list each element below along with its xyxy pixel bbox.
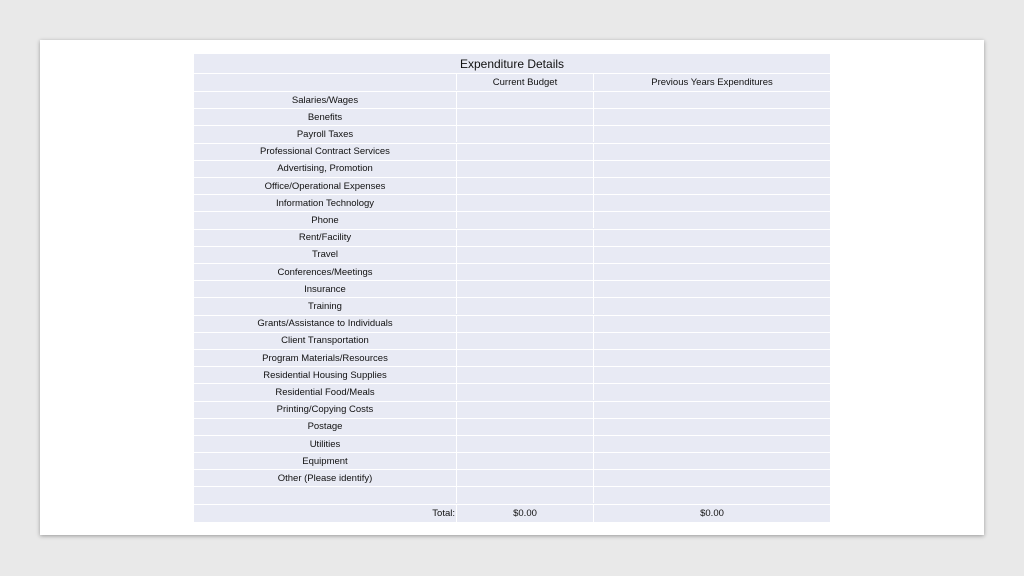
total-current-budget: $0.00 [456,505,593,522]
current-budget-cell[interactable] [456,247,593,263]
current-budget-cell[interactable] [456,144,593,160]
current-budget-cell[interactable] [456,212,593,228]
previous-years-cell[interactable] [593,109,830,125]
previous-years-cell[interactable] [593,298,830,314]
previous-years-cell[interactable] [593,333,830,349]
previous-years-cell[interactable] [593,212,830,228]
previous-years-cell[interactable] [593,144,830,160]
slide [40,40,984,535]
total-previous-years: $0.00 [593,505,830,522]
expense-category-label: Printing/Copying Costs [276,404,374,416]
blank-previous-cell[interactable] [593,487,830,503]
expense-category-label: Other (Please identify) [277,472,373,484]
table-row [194,263,830,280]
previous-years-cell[interactable] [593,264,830,280]
table-row [194,366,830,383]
expense-category-label: Phone [311,214,339,226]
current-budget-cell[interactable] [456,453,593,469]
current-budget-cell[interactable] [456,402,593,418]
table-row [194,383,830,400]
expense-category-label: Office/Operational Expenses [264,180,386,192]
table-row [194,177,830,194]
current-budget-cell[interactable] [456,298,593,314]
table-row [194,452,830,469]
expense-category-label: Training [308,300,342,312]
previous-years-cell[interactable] [593,384,830,400]
table-row [194,160,830,177]
expense-category-label: Conferences/Meetings [277,266,373,278]
expense-category-label: Utilities [309,438,341,450]
table-row [194,143,830,160]
current-budget-cell[interactable] [456,316,593,332]
current-budget-cell[interactable] [456,264,593,280]
current-budget-cell[interactable] [456,126,593,142]
table-row [194,125,830,142]
current-budget-cell[interactable] [456,419,593,435]
previous-years-cell[interactable] [593,92,830,108]
previous-years-cell[interactable] [593,126,830,142]
expense-category-label: Information Technology [275,197,375,209]
current-budget-cell[interactable] [456,350,593,366]
current-budget-cell[interactable] [456,436,593,452]
current-budget-cell[interactable] [456,161,593,177]
current-budget-cell[interactable] [456,281,593,297]
table-row-blank [194,486,830,503]
table-row [194,91,830,108]
header-label-cell [194,74,456,90]
expense-category-label: Postage [307,421,343,433]
table-total-row [194,504,830,522]
table-row [194,194,830,211]
previous-years-cell[interactable] [593,453,830,469]
expense-category-label: Benefits [307,111,343,123]
previous-years-cell[interactable] [593,178,830,194]
current-budget-cell[interactable] [456,230,593,246]
previous-years-cell[interactable] [593,367,830,383]
blank-label-cell [194,487,456,503]
header-current-budget: Current Budget [456,74,593,90]
expense-category-label: Equipment [302,455,348,467]
table-row [194,229,830,246]
table-title: Expenditure Details [459,56,565,71]
table-header-row [194,73,830,90]
expense-category-label: Professional Contract Services [260,146,390,158]
table-row [194,418,830,435]
table-row [194,435,830,452]
current-budget-cell[interactable] [456,384,593,400]
current-budget-cell[interactable] [456,333,593,349]
expense-category-label: Grants/Assistance to Individuals [257,318,393,330]
expenditure-table [194,54,830,522]
current-budget-cell[interactable] [456,109,593,125]
blank-current-cell[interactable] [456,487,593,503]
previous-years-cell[interactable] [593,316,830,332]
previous-years-cell[interactable] [593,161,830,177]
current-budget-cell[interactable] [456,367,593,383]
previous-years-cell[interactable] [593,281,830,297]
expense-category-label: Advertising, Promotion [277,163,373,175]
table-row [194,280,830,297]
previous-years-cell[interactable] [593,436,830,452]
previous-years-cell[interactable] [593,350,830,366]
table-row [194,211,830,228]
expense-category-label: Residential Housing Supplies [263,369,387,381]
table-row [194,246,830,263]
previous-years-cell[interactable] [593,419,830,435]
previous-years-cell[interactable] [593,247,830,263]
previous-years-cell[interactable] [593,470,830,486]
expense-category-label: Salaries/Wages [291,94,359,106]
previous-years-cell[interactable] [593,195,830,211]
previous-years-cell[interactable] [593,230,830,246]
table-row [194,297,830,314]
current-budget-cell[interactable] [456,92,593,108]
expense-category-label: Travel [311,249,339,261]
expense-category-label: Program Materials/Resources [262,352,388,364]
table-row [194,315,830,332]
table-row [194,349,830,366]
current-budget-cell[interactable] [456,195,593,211]
current-budget-cell[interactable] [456,470,593,486]
table-row [194,108,830,125]
expense-category-label: Payroll Taxes [296,128,354,140]
expense-category-label: Residential Food/Meals [275,386,375,398]
total-label: Total: [432,508,455,519]
expense-category-label: Insurance [304,283,346,295]
current-budget-cell[interactable] [456,178,593,194]
table-row [194,401,830,418]
table-row [194,469,830,486]
expense-category-label: Rent/Facility [298,232,352,244]
header-previous-years: Previous Years Expenditures [593,74,830,90]
table-row [194,332,830,349]
previous-years-cell[interactable] [593,402,830,418]
expense-category-label: Client Transportation [281,335,369,347]
